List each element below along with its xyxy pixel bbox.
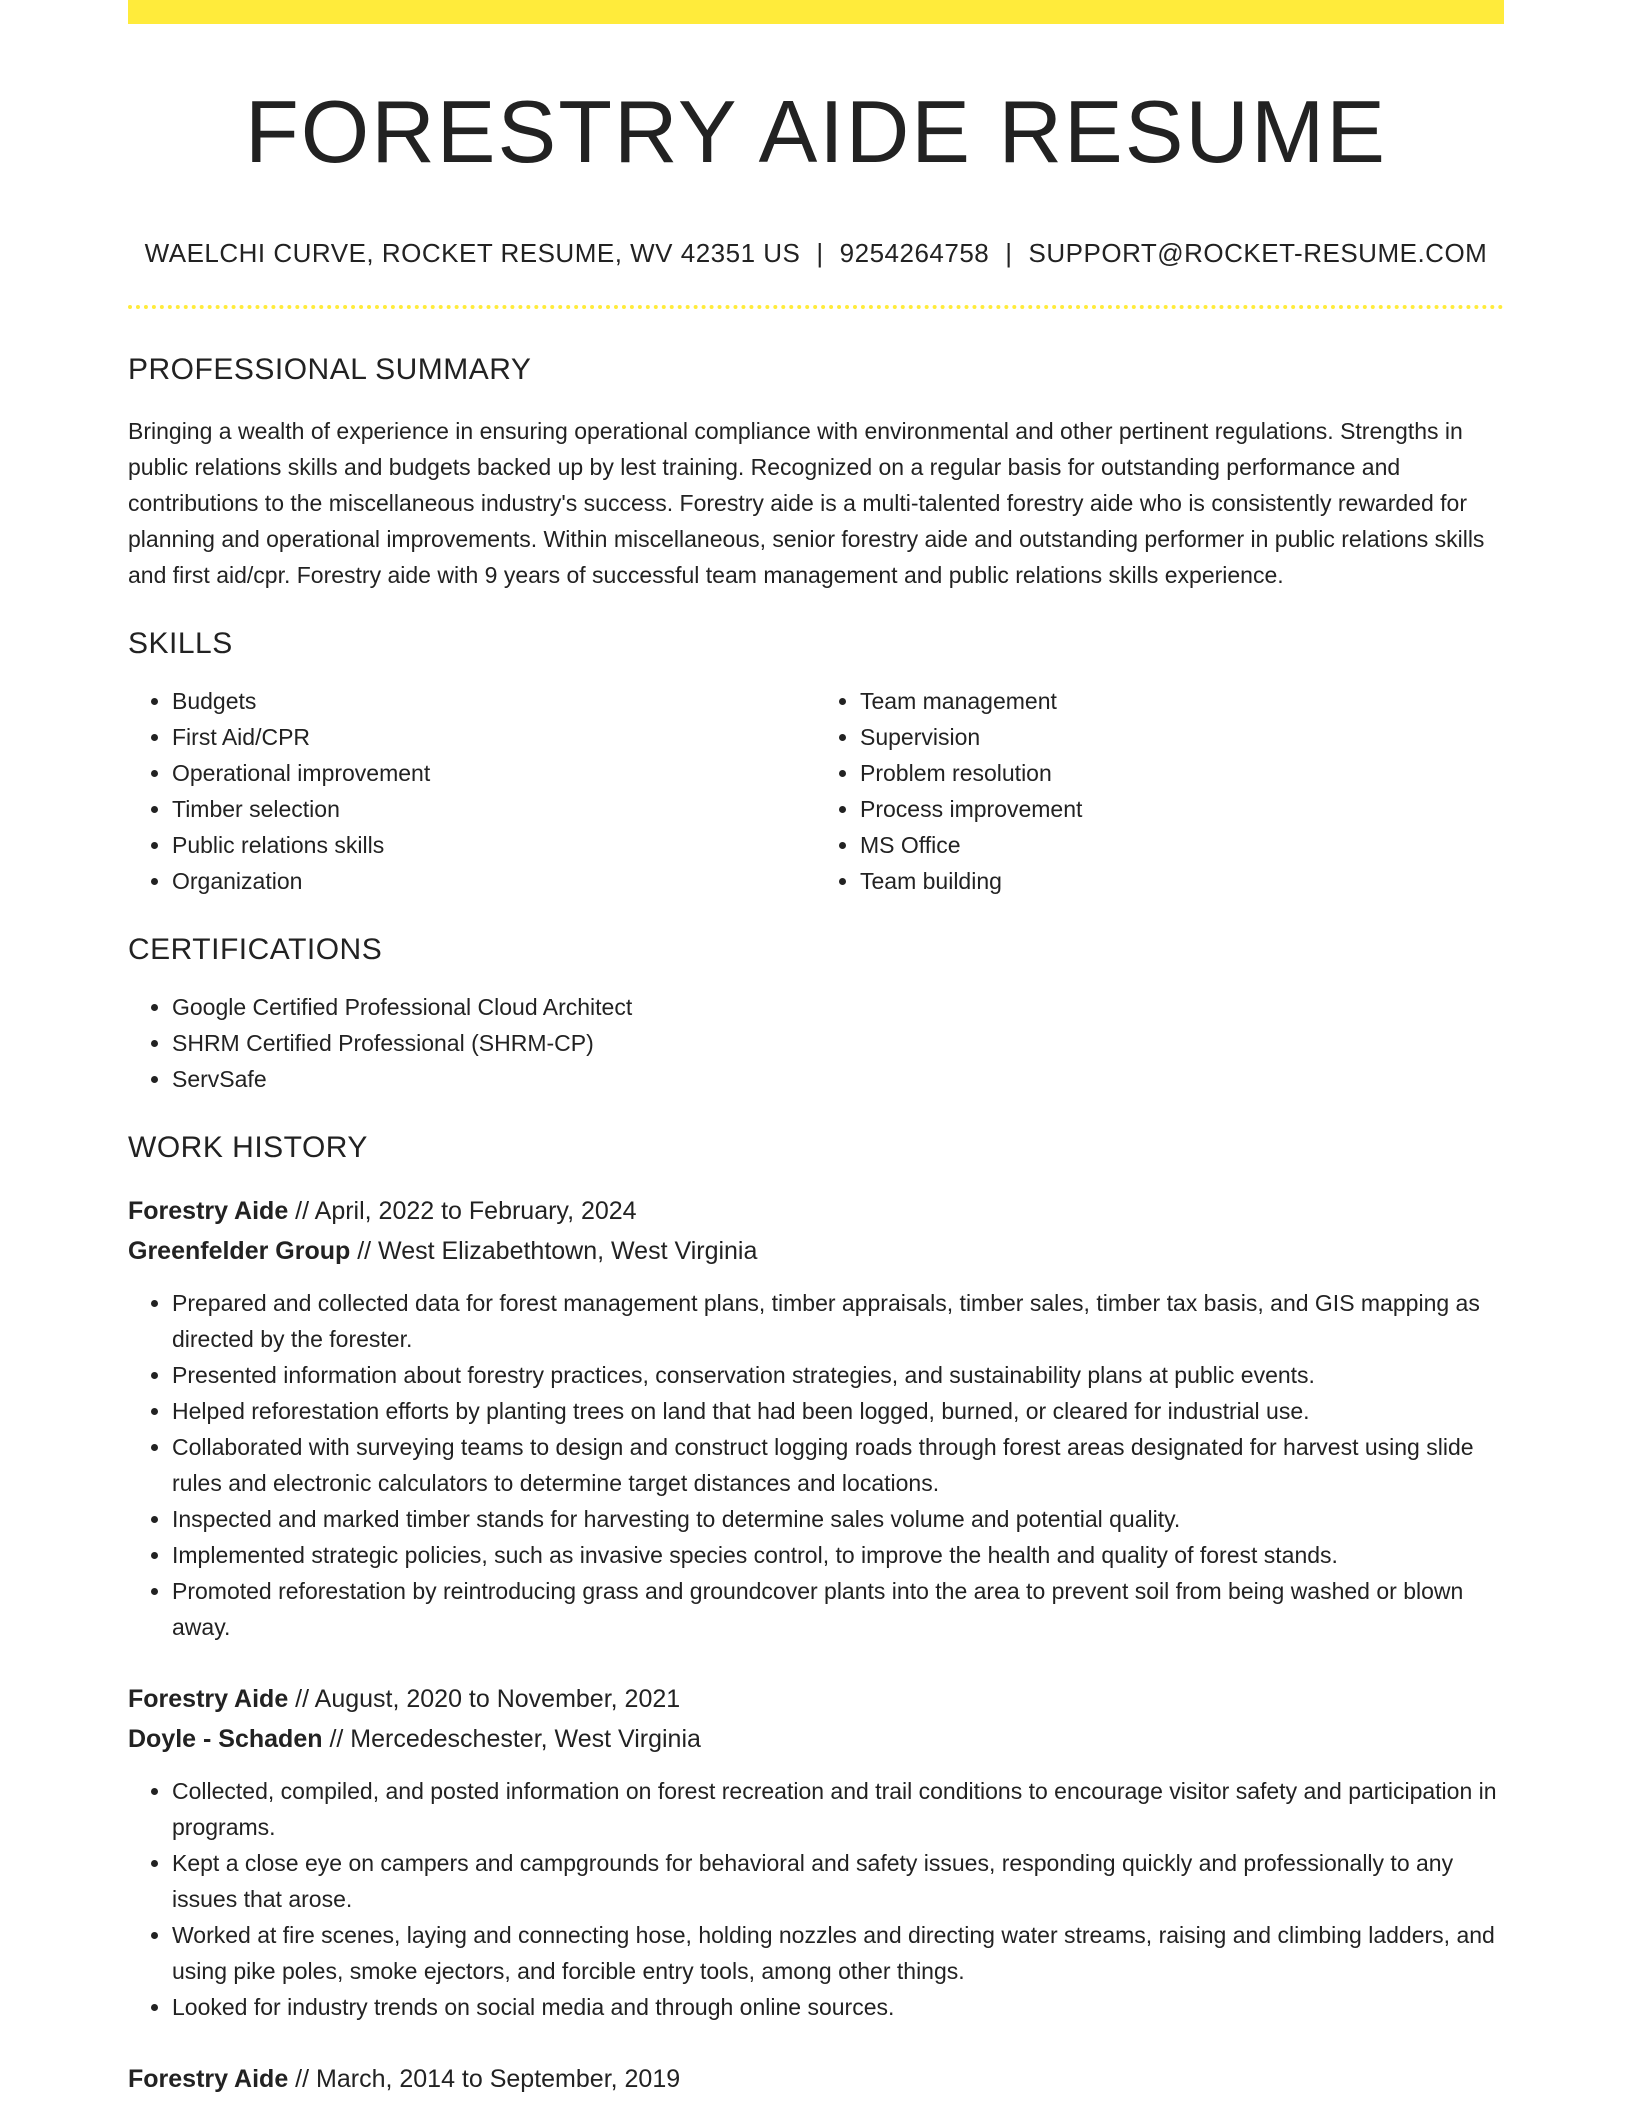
skills-list-right bbox=[816, 683, 1504, 899]
skill-item: • Operational improvement bbox=[172, 755, 816, 791]
skill-item: • Timber selection bbox=[172, 791, 816, 827]
job-bullet: • Presented information about forestry practices, conservation strategies, and sustainability plans at public events. bbox=[172, 1357, 1504, 1393]
skill-item: • Organization bbox=[172, 863, 816, 899]
job-title-line bbox=[128, 2059, 1504, 2099]
skill-item: • Public relations skills bbox=[172, 827, 816, 863]
job-bullet: • Kept a close eye on campers and campgrounds for behavioral and safety issues, responding quickly and professionally to any issues that arose. bbox=[172, 1845, 1504, 1917]
job-bullets bbox=[128, 1773, 1504, 2025]
skill-item: • Team building bbox=[860, 863, 1504, 899]
job-company: Greenfelder Group bbox=[128, 1237, 351, 1265]
resume-title: FORESTRY AIDE RESUME bbox=[245, 82, 1387, 181]
job-bullet: • Implemented strategic policies, such as invasive species control, to improve the health and quality of forest stands. bbox=[172, 1537, 1504, 1573]
skill-item: • Supervision bbox=[860, 719, 1504, 755]
job-title: Forestry Aide bbox=[128, 2065, 289, 2093]
contact-separator: | bbox=[1005, 238, 1013, 268]
work-history-section bbox=[128, 1131, 1504, 2099]
job-dates: // August, 2020 to November, 2021 bbox=[288, 1685, 681, 1713]
job-company: Doyle - Schaden bbox=[128, 1725, 323, 1753]
job-bullet: • Worked at fire scenes, laying and connecting hose, holding nozzles and directing water streams, raising and climbing ladders, and using pike poles, smoke ejectors, and forcible entry tools, among other things. bbox=[172, 1917, 1504, 1989]
job-bullet: • Looked for industry trends on social media and through online sources. bbox=[172, 1989, 1504, 2025]
skills-list-left bbox=[128, 683, 816, 899]
summary-section bbox=[128, 353, 1504, 593]
skills-grid bbox=[128, 683, 1504, 899]
contact-address: WAELCHI CURVE, ROCKET RESUME, WV 42351 US bbox=[144, 238, 801, 268]
skill-item: • Problem resolution bbox=[860, 755, 1504, 791]
job-bullet: • Prepared and collected data for forest management plans, timber appraisals, timber sales, timber tax basis, and GIS mapping as directed by the forester. bbox=[172, 1285, 1504, 1357]
skill-item: • Budgets bbox=[172, 683, 816, 719]
job-title-line bbox=[128, 1679, 1504, 1719]
work-history-heading: WORK HISTORY bbox=[128, 1131, 368, 1164]
job-title: Forestry Aide bbox=[128, 1197, 289, 1225]
header-divider bbox=[128, 305, 1504, 309]
job-title-line bbox=[128, 1191, 1504, 1231]
job-location: // Mercedeschester, West Virginia bbox=[322, 1725, 701, 1753]
certification-item: • SHRM Certified Professional (SHRM-CP) bbox=[172, 1025, 1504, 1061]
job-dates: // March, 2014 to September, 2019 bbox=[288, 2065, 681, 2093]
resume-page bbox=[128, 0, 1504, 2099]
summary-text: Bringing a wealth of experience in ensuring operational compliance with environmental and other pertinent regulations. Strengths in public relations skills and budgets backed up by lest training. Recognized on a regular basis for outstanding performance and contributions to the miscellaneous industry's success. Forestry aide is a multi-talented forestry aide who is consistently rewarded for planning and operational improvements. Within miscellaneous, senior forestry aide and outstanding performer in public relations skills and first aid/cpr. Forestry aide with 9 years of successful team management and public relations skills experience. bbox=[128, 418, 1485, 588]
job-company-line bbox=[128, 1231, 1504, 1271]
contact-email: SUPPORT@ROCKET-RESUME.COM bbox=[1028, 238, 1488, 268]
job-entry bbox=[128, 1191, 1504, 1645]
skill-item: • MS Office bbox=[860, 827, 1504, 863]
certifications-heading: CERTIFICATIONS bbox=[128, 933, 383, 966]
summary-heading: PROFESSIONAL SUMMARY bbox=[128, 353, 532, 386]
job-title: Forestry Aide bbox=[128, 1685, 289, 1713]
certification-item: • ServSafe bbox=[172, 1061, 1504, 1097]
job-bullets bbox=[128, 1285, 1504, 1645]
job-entry bbox=[128, 1679, 1504, 2025]
certifications-list bbox=[128, 989, 1504, 1097]
certifications-section bbox=[128, 933, 1504, 1097]
top-accent-bar bbox=[128, 0, 1504, 24]
job-entry bbox=[128, 2059, 1504, 2099]
contact-line bbox=[128, 238, 1504, 269]
job-location: // West Elizabethtown, West Virginia bbox=[350, 1237, 758, 1265]
contact-phone: 9254264758 bbox=[839, 238, 990, 268]
skill-item: • First Aid/CPR bbox=[172, 719, 816, 755]
job-bullet: • Helped reforestation efforts by planting trees on land that had been logged, burned, or cleared for industrial use. bbox=[172, 1393, 1504, 1429]
skills-section bbox=[128, 627, 1504, 899]
job-bullet: • Inspected and marked timber stands for harvesting to determine sales volume and potential quality. bbox=[172, 1501, 1504, 1537]
job-bullet: • Collected, compiled, and posted information on forest recreation and trail conditions to encourage visitor safety and participation in programs. bbox=[172, 1773, 1504, 1845]
job-company-line bbox=[128, 1719, 1504, 1759]
skills-heading: SKILLS bbox=[128, 627, 233, 660]
job-bullet: • Promoted reforestation by reintroducing grass and groundcover plants into the area to prevent soil from being washed or blown away. bbox=[172, 1573, 1504, 1645]
job-dates: // April, 2022 to February, 2024 bbox=[288, 1197, 637, 1225]
skill-item: • Process improvement bbox=[860, 791, 1504, 827]
contact-separator: | bbox=[816, 238, 824, 268]
job-bullet: • Collaborated with surveying teams to design and construct logging roads through forest areas designated for harvest using slide rules and electronic calculators to determine target distances and locations. bbox=[172, 1429, 1504, 1501]
certification-item: • Google Certified Professional Cloud Architect bbox=[172, 989, 1504, 1025]
skill-item: • Team management bbox=[860, 683, 1504, 719]
